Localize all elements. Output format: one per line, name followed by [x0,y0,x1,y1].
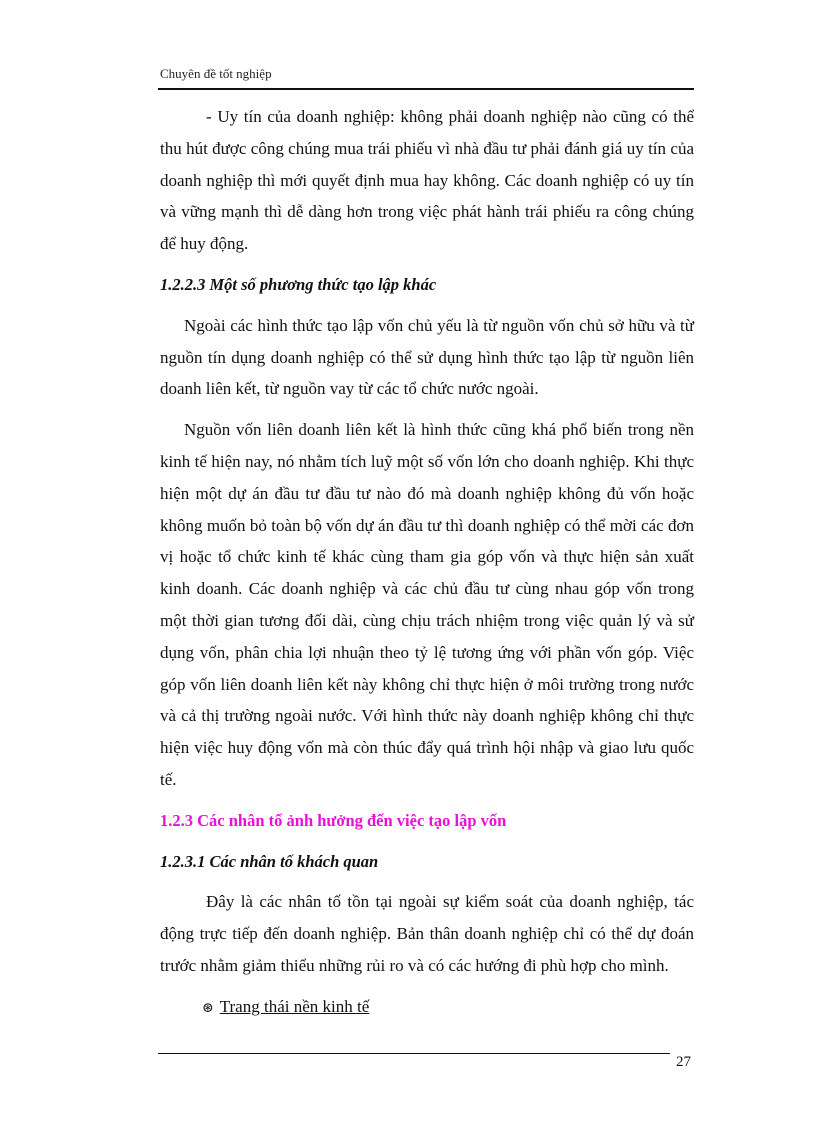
page-header-title: Chuyên đề tốt nghiệp [160,66,272,81]
paragraph-uy-tin: - Uy tín của doanh nghiệp: không phải doanh nghiệp nào cũng có thể thu hút được công chúng mua trái phiếu vì nhà đầu tư phải đánh giá uy tín của doanh nghiệp thì mới quyết định mua hay không. Các doanh nghiệp có uy tín và vững mạnh thì dễ dàng hơn trong việc phát hành trái phiếu ra công chúng để huy động. [160,107,694,254]
bullet-text: Trang thái nền kinh tế [219,996,370,1016]
subsection-heading-1231: 1.2.3.1 Các nhân tố khách quan [160,851,379,871]
subsection-heading-1223: 1.2.2.3 Một số phương thức tạo lập khác [160,274,437,294]
bullet-item [160,991,694,1025]
paragraph-lien-doanh: Nguồn vốn liên doanh liên kết là hình thức cũng khá phổ biến trong nền kinh tế hiện nay, nó nhằm tích luỹ một số vốn lớn cho doanh nghiệp. Khi thực hiện một dự án đầu tư đầu tư nào đó mà doanh nghiệp không đủ vốn hoặc không muốn bỏ toàn bộ vốn dự án đầu tư thì doanh nghiệp có thể mời các đơn vị hoặc tổ chức kinh tế khác cùng tham gia góp vốn và thực hiện sản xuất kinh doanh. Các doanh nghiệp và các chủ đầu tư cùng nhau góp vốn trong một thời gian tương đối dài, cùng chịu trách nhiệm trong việc quản lý và sử dụng vốn, phân chia lợi nhuận theo tỷ lệ tương ứng với phần vốn góp. Việc góp vốn liên doanh liên kết này không chỉ thực hiện ở môi trường trong nước và cả thị trường ngoài nước. Với hình thức này doanh nghiệp không chỉ thực hiện việc huy động vốn mà còn thúc đẩy quá trình hội nhập và giao lưu quốc tế. [160,420,694,789]
paragraph-khach-quan: Đây là các nhân tố tồn tại ngoài sự kiểm soát của doanh nghiệp, tác động trực tiếp đến doanh nghiệp. Bản thân doanh nghiệp chỉ có thể dự đoán trước nhằm giảm thiểu những rủi ro và có các hướng đi phù hợp cho mình. [160,892,694,975]
footer-divider [158,1053,670,1054]
paragraph-ngoai-cac-hinh-thuc: Ngoài các hình thức tạo lập vốn chủ yếu là từ nguồn vốn chủ sở hữu và từ nguồn tín dụng doanh nghiệp có thể sử dụng hình thức tạo lập từ nguồn liên doanh liên kết, từ nguồn vay từ các tổ chức nước ngoài. [160,315,694,399]
document-body [160,101,694,1025]
header-divider [158,88,694,90]
section-heading-123: 1.2.3 Các nhân tố ảnh hưởng đến việc tạo lập vốn [160,810,507,830]
bullet-star-icon: ⊛ [202,1000,214,1016]
page-number: 27 [676,1054,691,1070]
